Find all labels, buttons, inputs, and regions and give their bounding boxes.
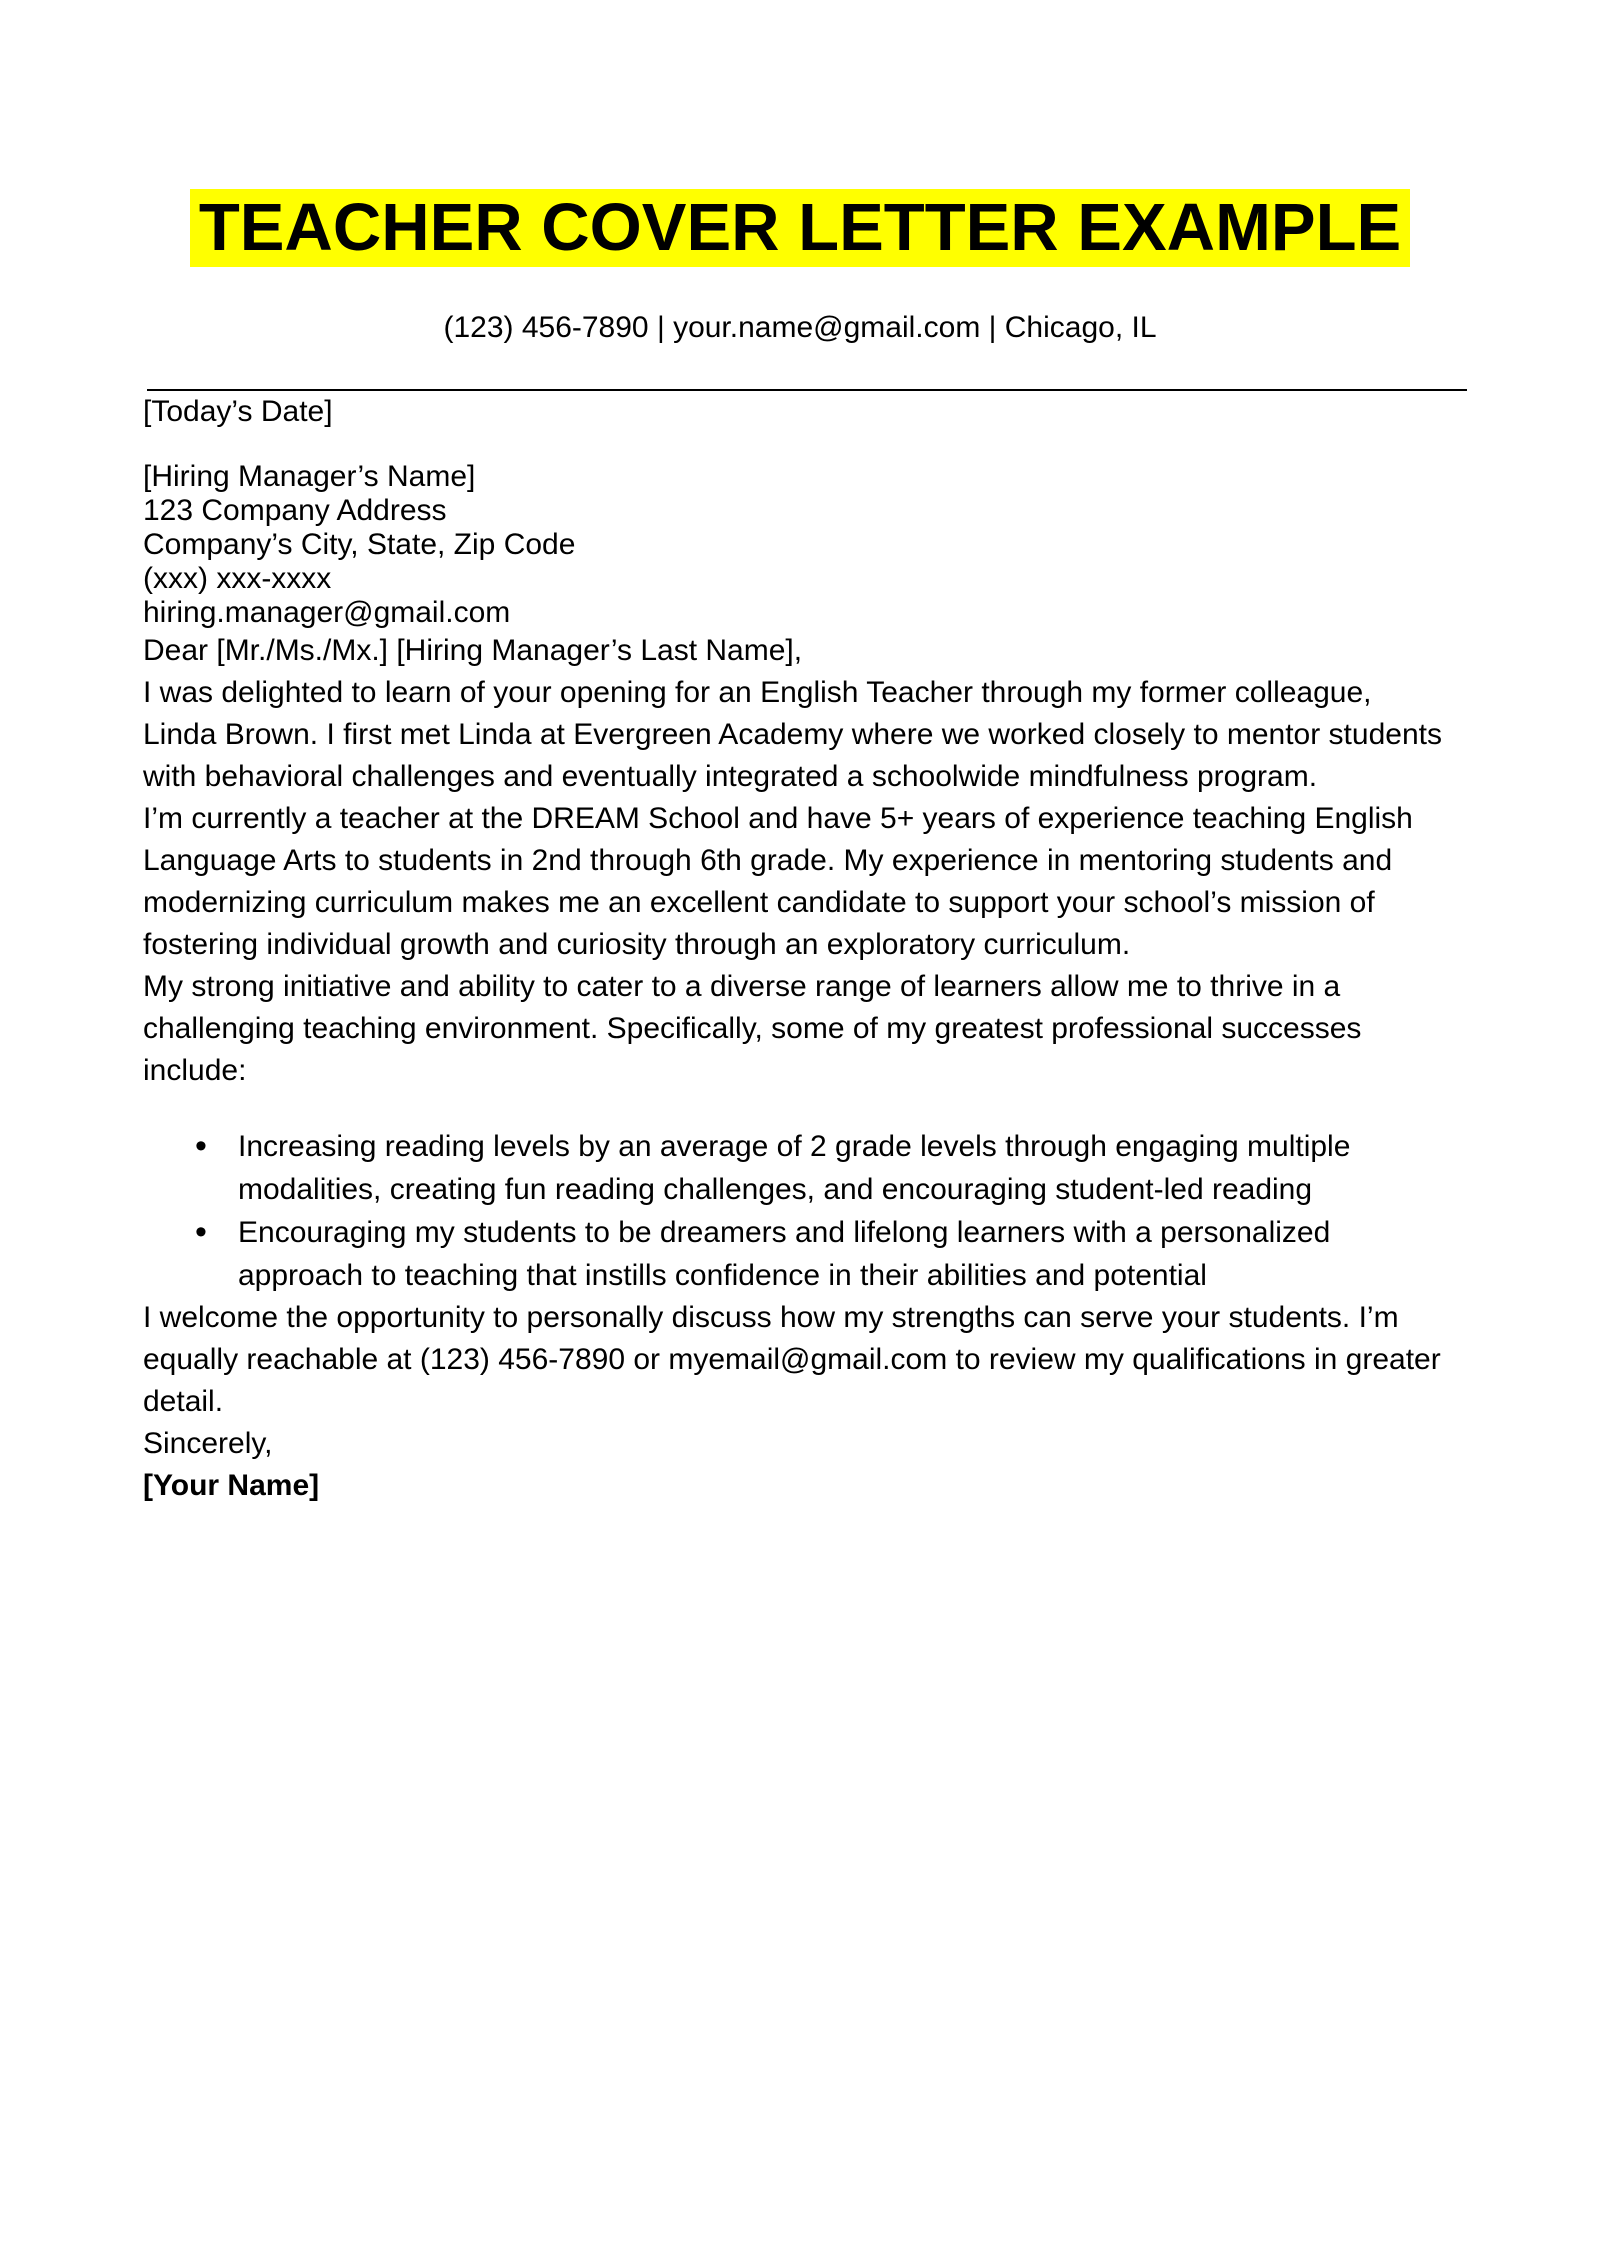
letter-header bbox=[0, 189, 1600, 391]
recipient-line-name: [Hiring Manager’s Name] bbox=[143, 460, 476, 493]
list-item: • Encouraging my students to be dreamers and lifelong learners with a personalized approach to teaching that instills confidence in their abilities and potential bbox=[238, 1211, 1453, 1297]
paragraph-intro: I was delighted to learn of your opening for an English Teacher through my former colleague, Linda Brown. I first met Linda at Evergreen Academy where we worked closely to mentor students with behavioral challenges and eventually integrated a schoolwide mindfulness program. bbox=[143, 676, 1442, 793]
achievements-list bbox=[143, 1125, 1453, 1297]
signature-name: [Your Name] bbox=[143, 1469, 320, 1502]
paragraph-successes: My strong initiative and ability to cater to a diverse range of learners allow me to thrive in a challenging teaching environment. Specifically, some of my greatest professional successes include: bbox=[143, 970, 1362, 1087]
recipient-line-email: hiring.manager@gmail.com bbox=[143, 596, 511, 629]
list-item: • Increasing reading levels by an average of 2 grade levels through engaging multiple modalities, creating fun reading challenges, and encouraging student-led reading bbox=[238, 1125, 1453, 1211]
salutation: Dear [Mr./Ms./Mx.] [Hiring Manager’s Last Name], bbox=[143, 634, 803, 667]
date-line: [Today’s Date] bbox=[143, 395, 333, 428]
recipient-line-phone: (xxx) xxx-xxxx bbox=[143, 562, 332, 595]
paragraph-experience: I’m currently a teacher at the DREAM School and have 5+ years of experience teaching English Language Arts to students in 2nd through 6th grade. My experience in mentoring students and modernizing curriculum makes me an excellent candidate to support your school’s mission of fostering individual growth and curiosity through an exploratory curriculum. bbox=[143, 802, 1413, 961]
page-title-row bbox=[0, 189, 1600, 267]
recipient-line-city: Company’s City, State, Zip Code bbox=[143, 528, 576, 561]
recipient-line-address: 123 Company Address bbox=[143, 494, 447, 527]
letter-body bbox=[0, 391, 1600, 1507]
closing-paragraph: I welcome the opportunity to personally discuss how my strengths can serve your students. I’m equally reachable at (123) 456-7890 or myemail@gmail.com to review my qualifications in greater detail. bbox=[143, 1301, 1441, 1418]
contact-line: (123) 456-7890 | your.name@gmail.com | Chicago, IL bbox=[443, 311, 1157, 344]
page-title: TEACHER COVER LETTER EXAMPLE bbox=[190, 189, 1410, 267]
recipient-block bbox=[143, 460, 1453, 630]
cover-letter-page bbox=[0, 189, 1600, 2260]
valediction: Sincerely, bbox=[143, 1427, 273, 1460]
